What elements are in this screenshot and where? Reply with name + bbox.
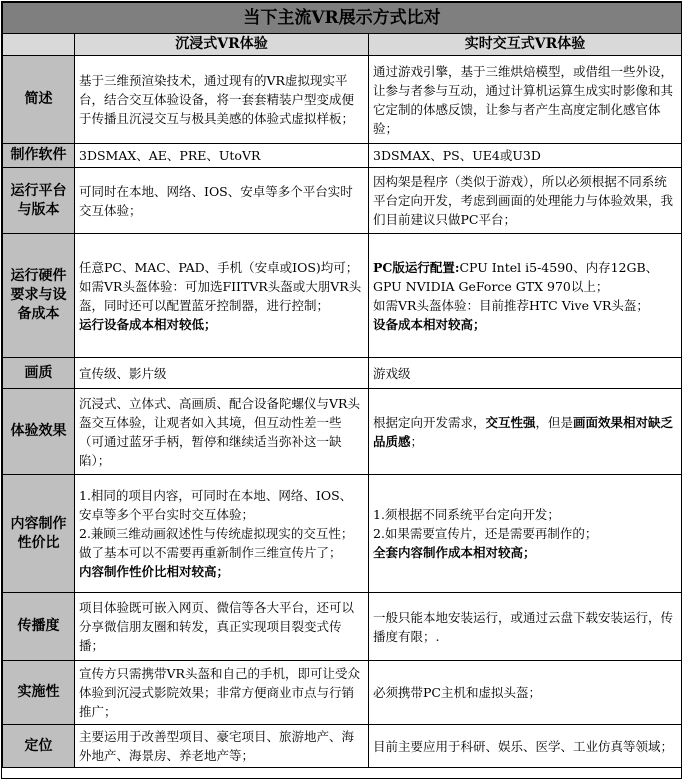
cell-text: 宣传级、影片级 xyxy=(79,365,167,381)
row-label: 运行平台与版本 xyxy=(3,168,75,234)
cell-text: 项目体验既可嵌入网页、微信等各大平台，还可以分享微信朋友圈和转发，真正实现项目裂变式传播； xyxy=(79,600,355,653)
cell-immersive xyxy=(75,593,369,661)
table-row xyxy=(3,475,682,593)
table-row xyxy=(3,358,682,389)
cell-interactive xyxy=(369,56,682,144)
cell-text: CPU Intel i5-4590、内存12GB、GPU NVIDIA GeForce GTX 970以上； xyxy=(373,259,659,294)
cell-text: 基于三维预渲染技术，通过现有的VR虚拟现实平台，结合交互体验设备，将一套套精装户型变成便于传播且沉浸交互与极具美感的体验式虚拟样板； xyxy=(79,73,355,126)
cell-text: 任意PC、MAC、PAD、手机（安卓或IOS)均可； xyxy=(79,259,359,275)
header-immersive: 沉浸式VR体验 xyxy=(75,34,369,56)
cell-text: ，但是 xyxy=(535,414,574,430)
cell-text: 可同时在本地、网络、IOS、安卓等多个平台实时交互体验； xyxy=(79,183,353,218)
cell-interactive xyxy=(369,725,682,768)
title-row xyxy=(3,3,682,34)
table-row xyxy=(3,56,682,144)
cell-immersive xyxy=(75,475,369,593)
row-label: 体验效果 xyxy=(3,389,75,475)
cell-interactive xyxy=(369,389,682,475)
cell-interactive xyxy=(369,475,682,593)
cell-text: 1.相同的项目内容，可同时在本地、网络、IOS、安卓等多个平台实时交互体验； xyxy=(79,488,353,522)
cell-immersive xyxy=(75,661,369,725)
cell-immersive xyxy=(75,234,369,358)
cell-conclusion: 全套内容制作成本相对较高； xyxy=(373,545,536,560)
cell-text-bold: 画面效果相对缺乏品质感 xyxy=(373,414,674,449)
cell-text: 游戏级 xyxy=(373,365,411,381)
cell-interactive xyxy=(369,144,682,168)
cell-text: 一般只能本地安装运行，或通过云盘下载安装运行，传播度有限；. xyxy=(373,609,674,644)
cell-interactive xyxy=(369,234,682,358)
row-label: 运行硬件要求与设备成本 xyxy=(3,234,75,358)
cell-text: 主要运用于改善型项目、豪宅项目、旅游地产、海外地产、海景房、养老地产等； xyxy=(79,729,355,763)
cell-text: ； xyxy=(410,433,424,449)
cell-immersive xyxy=(75,144,369,168)
row-label: 实施性 xyxy=(3,661,75,725)
cell-conclusion: 运行设备成本相对较低； xyxy=(79,316,217,332)
cell-immersive xyxy=(75,389,369,475)
row-label: 画质 xyxy=(3,358,75,389)
comparison-table xyxy=(2,2,682,768)
cell-text-bold: 交互性强 xyxy=(485,414,536,430)
cell-text: 根据定向开发需求， xyxy=(373,414,486,430)
cell-text: 1.须根据不同系统平台定向开发； xyxy=(373,507,560,522)
row-label: 定位 xyxy=(3,725,75,768)
comparison-table-container xyxy=(1,1,682,779)
cell-text: 2.兼顾三维动画叙述性与传统虚拟现实的交互性；做了基本可以不需要再重新制作三维宣传片了； xyxy=(79,526,354,560)
cell-immersive xyxy=(75,56,369,144)
table-row xyxy=(3,144,682,168)
row-label: 制作软件 xyxy=(3,144,75,168)
table-row xyxy=(3,593,682,661)
cell-immersive xyxy=(75,725,369,768)
cell-text-bold: PC版运行配置: xyxy=(373,259,460,275)
table-row xyxy=(3,389,682,475)
cell-text: 目前主要应用于科研、娱乐、医学、工业仿真等领域； xyxy=(373,738,674,754)
cell-text: 3DSMAX、AE、PRE、UtoVR xyxy=(79,148,261,163)
cell-interactive xyxy=(369,661,682,725)
table-row xyxy=(3,234,682,358)
row-label: 简述 xyxy=(3,56,75,144)
row-label: 内容制作性价比 xyxy=(3,475,75,593)
header-interactive: 实时交互式VR体验 xyxy=(369,34,682,56)
cell-text: 如需VR头盔体验：可加选FIITVR头盔或大朋VR头盔，同时还可以配置蓝牙控制器，进行控制； xyxy=(79,278,362,313)
cell-conclusion: 设备成本相对较高； xyxy=(373,316,486,332)
table-row xyxy=(3,661,682,725)
table-row xyxy=(3,725,682,768)
row-label: 传播度 xyxy=(3,593,75,661)
cell-interactive xyxy=(369,168,682,234)
cell-immersive xyxy=(75,358,369,389)
table-row xyxy=(3,168,682,234)
cell-text: 因构架是程序（类似于游戏），所以必须根据不同系统平台定向开发，考虑到画面的处理能力与体验效果，我们目前建议只做PC平台； xyxy=(373,174,674,227)
cell-text: 如需VR头盔体验：目前推荐HTC Vive VR头盔； xyxy=(373,297,649,313)
cell-immersive xyxy=(75,168,369,234)
cell-interactive xyxy=(369,358,682,389)
header-empty xyxy=(3,34,75,56)
cell-text: 3DSMAX、PS、UE4或U3D xyxy=(373,148,541,163)
cell-interactive xyxy=(369,593,682,661)
cell-conclusion: 内容制作性价比相对较高； xyxy=(79,564,230,579)
table-title: 当下主流VR展示方式比对 xyxy=(3,3,682,34)
cell-text: 通过游戏引擎，基于三维烘焙模型，或借组一些外设，让参与者参与互动，通过计算机运算生成实时影像和其它定制的体感反馈，让参与者产生高度定制化感官体验； xyxy=(373,63,674,136)
cell-text: 2.如果需要宣传片，还是需要再制作的； xyxy=(373,526,598,541)
cell-text: 宣传方只需携带VR头盔和自己的手机，即可让受众体验到沉浸式影院效果；非常方便商业市点与行销推广； xyxy=(79,666,360,719)
cell-text: 必须携带PC主机和虚拟头盔； xyxy=(373,685,541,700)
header-row xyxy=(3,34,682,56)
cell-text: 沉浸式、立体式、高画质、配合设备陀螺仪与VR头盔交互体验，让观者如入其境，但互动性差一些（可通过蓝牙手柄，暂停和继续适当弥补这一缺陷）； xyxy=(79,395,360,468)
